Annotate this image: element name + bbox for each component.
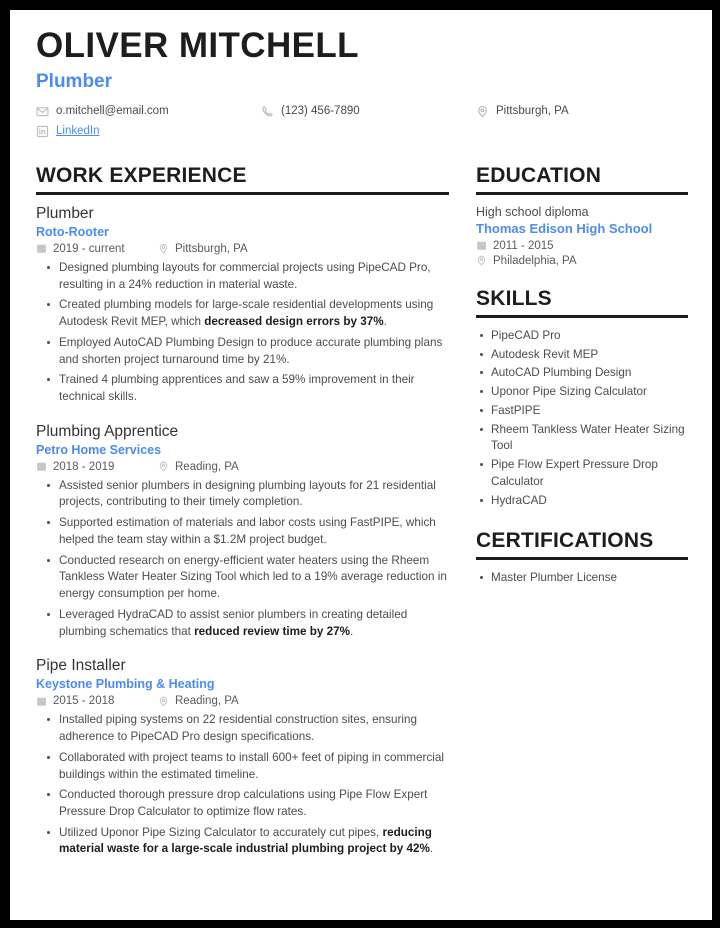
phone-icon xyxy=(261,105,274,118)
section-divider xyxy=(476,192,688,195)
section-divider xyxy=(476,315,688,318)
skill-item: AutoCAD Plumbing Design xyxy=(491,365,688,382)
experience-dates xyxy=(36,695,158,707)
experience-dates-text: 2015 - 2018 xyxy=(53,695,115,708)
experience-organization: Keystone Plumbing & Heating xyxy=(36,677,215,692)
experience-entry xyxy=(36,205,449,406)
linkedin-icon xyxy=(36,125,49,138)
experience-bullet-list xyxy=(36,712,449,858)
contact-email-text: o.mitchell@email.com xyxy=(56,105,169,118)
experience-bullet: Installed piping systems on 22 residential construction sites, ensuring adherence to PipeCAD Pro design specifications. xyxy=(59,712,449,745)
map-pin-icon xyxy=(476,255,487,266)
skill-item: HydraCAD xyxy=(491,493,688,510)
experience-location xyxy=(158,243,248,255)
education-school: Thomas Edison High School xyxy=(476,220,653,236)
certification-item: Master Plumber License xyxy=(491,570,688,587)
experience-bullet: Utilized Uponor Pipe Sizing Calculator to accurately cut pipes, reducing material waste for a large-scale industrial plumbing project by 42%. xyxy=(59,825,449,858)
left-column xyxy=(36,164,449,878)
education-dates-text: 2011 - 2015 xyxy=(493,239,554,252)
contact-info xyxy=(36,105,688,138)
map-pin-icon xyxy=(158,243,169,254)
calendar-icon xyxy=(36,243,47,254)
experience-job-title: Plumber xyxy=(36,204,94,222)
section-skills xyxy=(476,287,688,509)
experience-location-text: Pittsburgh, PA xyxy=(175,242,248,255)
contact-phone-text: (123) 456-7890 xyxy=(281,105,360,118)
experience-bullet: Created plumbing models for large-scale residential developments using Autodesk Revit MEP, which decreased design errors by 37%. xyxy=(59,297,449,330)
experience-bullet-list xyxy=(36,478,449,641)
experience-bullet: Employed AutoCAD Plumbing Design to produce accurate plumbing plans and shorten project turnaround time by 21%. xyxy=(59,335,449,368)
section-divider xyxy=(476,557,688,560)
experience-bullet: Designed plumbing layouts for commercial projects using PipeCAD Pro, resulting in a 24% reduction in material waste. xyxy=(59,260,449,293)
experience-meta xyxy=(36,695,449,707)
education-dates xyxy=(476,240,688,252)
education-heading: EDUCATION xyxy=(476,163,602,187)
contact-email[interactable] xyxy=(36,105,261,118)
certifications-list xyxy=(476,570,688,587)
experience-job-title: Plumbing Apprentice xyxy=(36,422,179,440)
experience-bullet: Assisted senior plumbers in designing plumbing layouts for 21 residential projects, contributing to their timely completion. xyxy=(59,478,449,511)
experience-dates xyxy=(36,243,158,255)
experience-bullet: Conducted thorough pressure drop calculations using Pipe Flow Expert Pressure Drop Calculator to optimize flow rates. xyxy=(59,787,449,820)
experience-dates-text: 2018 - 2019 xyxy=(53,460,115,473)
experience-dates-text: 2019 - current xyxy=(53,242,125,255)
education-location-text: Philadelphia, PA xyxy=(493,254,577,267)
experience-bullet-list xyxy=(36,260,449,406)
skill-item: Pipe Flow Expert Pressure Drop Calculator xyxy=(491,457,688,490)
map-pin-icon xyxy=(476,105,489,118)
experience-bullet: Trained 4 plumbing apprentices and saw a 59% improvement in their technical skills. xyxy=(59,372,449,405)
skill-item: PipeCAD Pro xyxy=(491,328,688,345)
map-pin-icon xyxy=(158,696,169,707)
skill-item: Autodesk Revit MEP xyxy=(491,347,688,364)
experience-organization: Roto-Rooter xyxy=(36,224,109,239)
calendar-icon xyxy=(36,461,47,472)
section-certifications xyxy=(476,529,688,587)
experience-bullet: Conducted research on energy-efficient water heaters using the Rheem Tankless Water Heater Sizing Tool which led to a 19% average reduction in energy consumption per home. xyxy=(59,553,449,603)
section-education xyxy=(476,164,688,267)
skills-heading: SKILLS xyxy=(476,286,552,310)
calendar-icon xyxy=(476,240,487,251)
skill-item: FastPIPE xyxy=(491,403,688,420)
experience-location xyxy=(158,461,239,473)
experience-job-title: Pipe Installer xyxy=(36,657,126,675)
experience-entry xyxy=(36,423,449,641)
education-location xyxy=(476,255,688,267)
contact-phone[interactable] xyxy=(261,105,476,118)
contact-linkedin-text[interactable]: LinkedIn xyxy=(56,125,100,138)
skill-item: Uponor Pipe Sizing Calculator xyxy=(491,384,688,401)
envelope-icon xyxy=(36,105,49,118)
map-pin-icon xyxy=(158,461,169,472)
experience-location-text: Reading, PA xyxy=(175,695,239,708)
experience-location xyxy=(158,695,239,707)
right-column xyxy=(476,164,688,607)
section-divider xyxy=(36,192,449,195)
calendar-icon xyxy=(36,696,47,707)
skill-item: Rheem Tankless Water Heater Sizing Tool xyxy=(491,422,688,455)
education-degree: High school diploma xyxy=(476,204,589,219)
experience-location-text: Reading, PA xyxy=(175,460,239,473)
experience-meta xyxy=(36,461,449,473)
section-work-experience xyxy=(36,164,449,858)
contact-location-text: Pittsburgh, PA xyxy=(496,105,569,118)
candidate-job-title: Plumber xyxy=(36,70,113,92)
experience-bullet: Collaborated with project teams to install 600+ feet of piping in commercial buildings within the estimated timeline. xyxy=(59,750,449,783)
experience-bullet: Supported estimation of materials and labor costs using FastPIPE, which helped the team stay within a $1.2M project budget. xyxy=(59,515,449,548)
experience-dates xyxy=(36,461,158,473)
contact-linkedin[interactable] xyxy=(36,125,261,138)
experience-bullet: Leveraged HydraCAD to assist senior plumbers in creating detailed plumbing schematics that reduced review time by 27%. xyxy=(59,607,449,640)
work-experience-heading: WORK EXPERIENCE xyxy=(36,163,247,187)
experience-organization: Petro Home Services xyxy=(36,442,162,457)
candidate-name: OLIVER MITCHELL xyxy=(36,26,359,65)
experience-entry xyxy=(36,657,449,858)
certifications-heading: CERTIFICATIONS xyxy=(476,529,654,553)
contact-location xyxy=(476,105,676,118)
skills-list xyxy=(476,328,688,509)
experience-meta xyxy=(36,243,449,255)
resume-page xyxy=(10,10,712,920)
resume-header xyxy=(36,28,688,138)
